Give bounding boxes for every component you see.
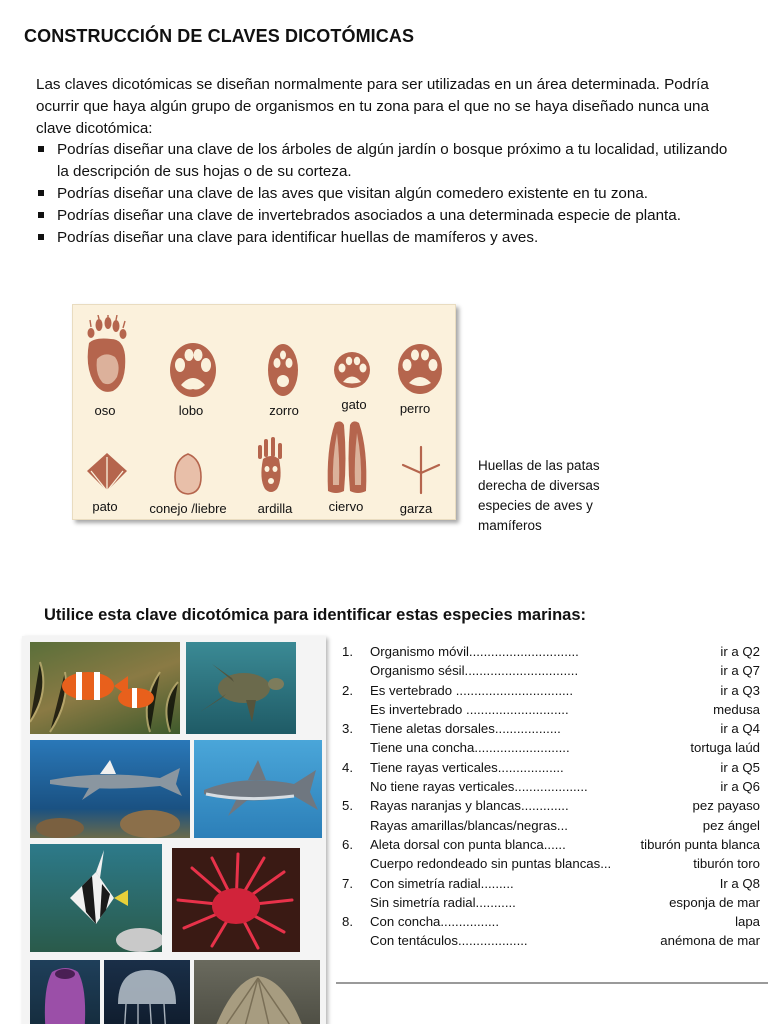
key-condition: No tiene rayas verticales.................... xyxy=(370,779,588,795)
key-step-number: 5. xyxy=(342,798,353,814)
track-label-squirrel: ardilla xyxy=(257,501,293,516)
key-row xyxy=(336,893,768,912)
key-condition: Cuerpo redondeado sin puntas blancas... xyxy=(370,856,612,872)
track-label-cat: gato xyxy=(341,397,367,412)
rabbit-track-icon xyxy=(173,453,203,495)
dog-track-icon xyxy=(397,343,443,395)
key-row xyxy=(336,796,768,815)
turtle-photo xyxy=(186,642,296,734)
heron-track-icon xyxy=(401,443,441,495)
key-row xyxy=(336,738,768,757)
key-condition: Tiene rayas verticales.................. xyxy=(370,759,564,775)
duck-track-icon xyxy=(85,451,129,493)
key-row xyxy=(336,854,768,873)
angelfish-photo xyxy=(30,844,162,952)
squirrel-track-icon xyxy=(255,435,285,495)
key-result: ir a Q5 xyxy=(720,759,760,775)
track-label-fox: zorro xyxy=(269,403,299,418)
key-result: ir a Q6 xyxy=(720,779,760,795)
footprints-caption: Huellas de las patas derecha de diversas especies de aves y mamíferos xyxy=(478,458,600,533)
key-row xyxy=(336,642,768,661)
track-label-deer: ciervo xyxy=(328,499,364,514)
clownfish-photo xyxy=(30,642,180,734)
track-label-wolf: lobo xyxy=(178,403,204,418)
key-row xyxy=(336,835,768,854)
jellyfish-photo xyxy=(104,960,190,1024)
key-condition: Sin simetría radial........... xyxy=(370,894,516,910)
whitetip-shark-photo xyxy=(30,740,190,838)
idea-item: Podrías diseñar una clave para identificar huellas de mamíferos y aves. xyxy=(36,227,736,249)
key-result: tiburón toro xyxy=(693,856,760,872)
page-title: CONSTRUCCIÓN DE CLAVES DICOTÓMICAS xyxy=(24,26,415,46)
idea-list xyxy=(36,139,736,248)
key-row xyxy=(336,681,768,700)
track-label-duck: pato xyxy=(92,499,118,514)
key-result: tiburón punta blanca xyxy=(640,836,760,852)
key-row xyxy=(336,777,768,796)
key-step-number: 8. xyxy=(342,914,353,930)
key-condition: Con concha................ xyxy=(370,914,500,930)
key-condition: Con tentáculos................... xyxy=(370,933,528,949)
bear-track-icon xyxy=(83,315,129,397)
key-result: tortuga laúd xyxy=(690,740,760,756)
limpet-photo xyxy=(194,960,320,1024)
fox-track-icon xyxy=(267,343,299,397)
key-condition: Rayas amarillas/blancas/negras... xyxy=(370,817,568,833)
key-condition: Aleta dorsal con punta blanca...... xyxy=(370,836,566,852)
track-label-heron: garza xyxy=(399,501,433,516)
section-subtitle: Utilice esta clave dicotómica para identificar estas especies marinas: xyxy=(44,606,587,624)
key-step-number: 7. xyxy=(342,875,353,891)
track-label-rabbit: conejo /liebre xyxy=(149,501,227,516)
key-result: pez payaso xyxy=(692,798,760,814)
key-result: medusa xyxy=(713,701,760,717)
key-condition: Es invertebrado ............................ xyxy=(370,701,569,717)
bull-shark-photo xyxy=(194,740,322,838)
deer-track-icon xyxy=(325,419,369,495)
cat-track-icon xyxy=(333,351,371,389)
key-result: ir a Q2 xyxy=(720,644,760,659)
idea-item: Podrías diseñar una clave de las aves que visitan algún comedero existente en tu zona. xyxy=(36,183,736,205)
key-step-number: 3. xyxy=(342,721,353,737)
key-row xyxy=(336,931,768,950)
key-result: Ir a Q8 xyxy=(719,875,760,891)
key-list xyxy=(336,642,768,951)
key-condition: Rayas naranjas y blancas............. xyxy=(370,798,569,814)
key-condition: Organismo móvil.............................. xyxy=(370,644,579,659)
key-condition: Organismo sésil............................... xyxy=(370,663,579,679)
key-condition: Con simetría radial......... xyxy=(370,875,514,891)
idea-item: Podrías diseñar una clave de los árboles de algún jardín o bosque próximo a tu localidad, utilizando la descripción de sus hojas o de su corteza. xyxy=(36,139,736,183)
dichotomous-key xyxy=(336,642,768,984)
key-condition: Tiene una concha.......................... xyxy=(370,740,570,756)
key-row xyxy=(336,661,768,680)
footprints-figure xyxy=(72,304,456,520)
key-row xyxy=(336,700,768,719)
key-step-number: 1. xyxy=(342,644,353,659)
key-result: ir a Q3 xyxy=(720,682,760,698)
key-step-number: 4. xyxy=(342,759,353,775)
key-result: ir a Q7 xyxy=(720,663,760,679)
key-row xyxy=(336,758,768,777)
track-label-dog: perro xyxy=(399,401,431,416)
track-label-bear: oso xyxy=(94,403,116,418)
sea-sponge-photo xyxy=(30,960,100,1024)
key-row xyxy=(336,816,768,835)
idea-item: Podrías diseñar una clave de invertebrados asociados a una determinada especie de planta. xyxy=(36,205,736,227)
marine-photo-collage xyxy=(22,636,326,1024)
key-step-number: 2. xyxy=(342,682,353,698)
key-result: ir a Q4 xyxy=(720,721,760,737)
key-result: pez ángel xyxy=(702,817,760,833)
sea-anemone-photo xyxy=(172,848,300,952)
key-row xyxy=(336,719,768,738)
wolf-track-icon xyxy=(169,341,217,399)
key-condition: Tiene aletas dorsales.................. xyxy=(370,721,561,737)
intro-section xyxy=(36,74,736,248)
intro-paragraph: Las claves dicotómicas se diseñan normalmente para ser utilizadas en un área determinada. Podría ocurrir que haya algún grupo de organismos en tu zona para el que no se haya diseñado nunca una clave dicotómica: xyxy=(36,76,709,137)
key-step-number: 6. xyxy=(342,836,353,852)
key-condition: Es vertebrado ................................ xyxy=(370,682,574,698)
key-result: esponja de mar xyxy=(669,894,760,910)
key-row xyxy=(336,874,768,893)
key-result: lapa xyxy=(735,914,760,930)
key-result: anémona de mar xyxy=(660,933,760,949)
key-row xyxy=(336,912,768,931)
